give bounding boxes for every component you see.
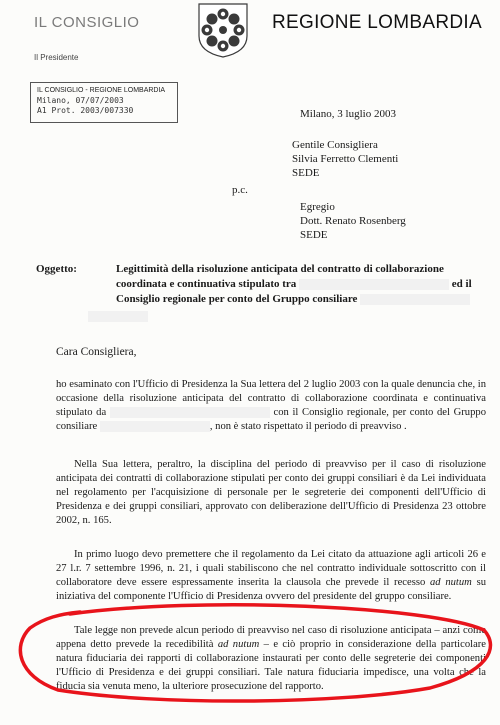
paragraph-1-end: , non è stato rispettato il periodo di preavviso .	[209, 421, 407, 432]
subject-line-2-end: ed il	[451, 278, 472, 290]
paragraph-1	[56, 378, 486, 434]
recipient-copy	[300, 200, 406, 242]
subject-redaction-extra	[88, 309, 486, 324]
redacted-group-2	[100, 421, 210, 432]
subject-block	[36, 262, 486, 324]
recipient-copy-salutation: Egregio	[300, 201, 335, 213]
redacted-extra	[88, 311, 148, 322]
header-left	[34, 14, 139, 62]
protocol-stamp	[30, 82, 178, 123]
paragraph-4-end: – e ciò proprio in considerazione della particolare natura fiduciaria dei rapporti di collaborazione instaurati per conto delle segreterie dei componenti l'Ufficio di Presidenza e dei gruppi consiliari. Tale natura fiduciaria impedisce, una volta che la fiducia sia venuta meno, la ulteriore prosecuzione del rapporto.	[56, 639, 487, 692]
paragraph-4	[56, 624, 486, 694]
paragraph-4-start: Tale legge non prevede alcun periodo di preavviso nel caso di risoluzione anticipata – anzi come appena detto prevede la recedibilità	[56, 625, 486, 650]
pc-label: p.c.	[232, 184, 248, 196]
paragraph-2: Nella Sua lettera, peraltro, la disciplina del periodo di preavviso per il caso di risoluzione anticipata dei contratti di collaborazione stipulati per conto dei gruppi consiliari è da Lei individuata nel regolamento per l'acquisizione di personale per le segreterie dei componenti dell'Ufficio di Presidenza e dei gruppi consiliari, approvato con deliberazione dell'Ufficio di Presidenza 23 ottobre 2002, n. 165.	[56, 459, 486, 526]
redacted-name	[299, 279, 449, 290]
recipient-copy-name: Dott. Renato Rosenberg	[300, 215, 406, 227]
recipient-salutation: Gentile Consigliera	[292, 139, 378, 151]
subject-line-1: Legittimità della risoluzione anticipata del contratto di collaborazione	[116, 263, 444, 275]
letter-date: Milano, 3 luglio 2003	[300, 108, 396, 120]
subject-line-3-text: Consiglio regionale per conto del Gruppo consiliare	[116, 293, 358, 305]
paragraph-1-middle: con il Consiglio regionale, per conto del Gruppo consiliare	[56, 407, 486, 432]
redacted-group	[360, 294, 470, 305]
salutation: Cara Consigliera,	[56, 346, 137, 358]
subject-label: Oggetto:	[36, 263, 77, 275]
redacted-collaborator	[110, 407, 270, 418]
stamp-protocol: A1 Prot. 2003/007330	[37, 106, 134, 115]
stamp-title: IL CONSIGLIO - REGIONE LOMBARDIA	[37, 87, 166, 94]
paragraph-4-italic: ad nutum	[217, 639, 260, 650]
rosa-camuna-logo-icon	[197, 2, 249, 58]
recipient-copy-place: SEDE	[300, 229, 328, 241]
subject-text	[116, 262, 486, 307]
recipient-primary	[292, 138, 398, 180]
president-label: Il Presidente	[34, 53, 79, 62]
paragraph-3-italic: ad nutum	[430, 577, 472, 588]
paragraph-1-start: ho esaminato con l'Ufficio di Presidenza la Sua lettera del 2 luglio 2003 con la quale denuncia che, in occasione della risoluzione anticipata del contratto di collaborazione coordinata e continuativa stipulato da	[56, 379, 486, 418]
recipient-place: SEDE	[292, 167, 320, 179]
subject-line-2-start: coordinata e continuativa stipulato tra	[116, 278, 297, 290]
council-name: IL CONSIGLIO	[34, 14, 140, 31]
paragraph-3-start: In primo luogo devo premettere che il regolamento da Lei citato da attuazione agli articoli 26 e 27 l.r. 7 settembre 1996, n. 21, i quali stabiliscono che nel contratto individuale sottoscritto con il collaboratore deve essere espressamente inserita la clausola che prevede il recesso	[56, 549, 486, 588]
paragraph-3	[56, 548, 486, 604]
paragraph-3-end: su iniziativa del componente l'Ufficio di Presidenza ovvero del presidente del gruppo consiliare.	[56, 577, 486, 602]
subject-line-3	[116, 292, 486, 307]
subject-line-2	[116, 277, 486, 292]
region-name: REGIONE LOMBARDIA	[272, 12, 482, 33]
stamp-date: Milano, 07/07/2003	[37, 96, 124, 105]
recipient-name: Silvia Ferretto Clementi	[292, 153, 399, 165]
